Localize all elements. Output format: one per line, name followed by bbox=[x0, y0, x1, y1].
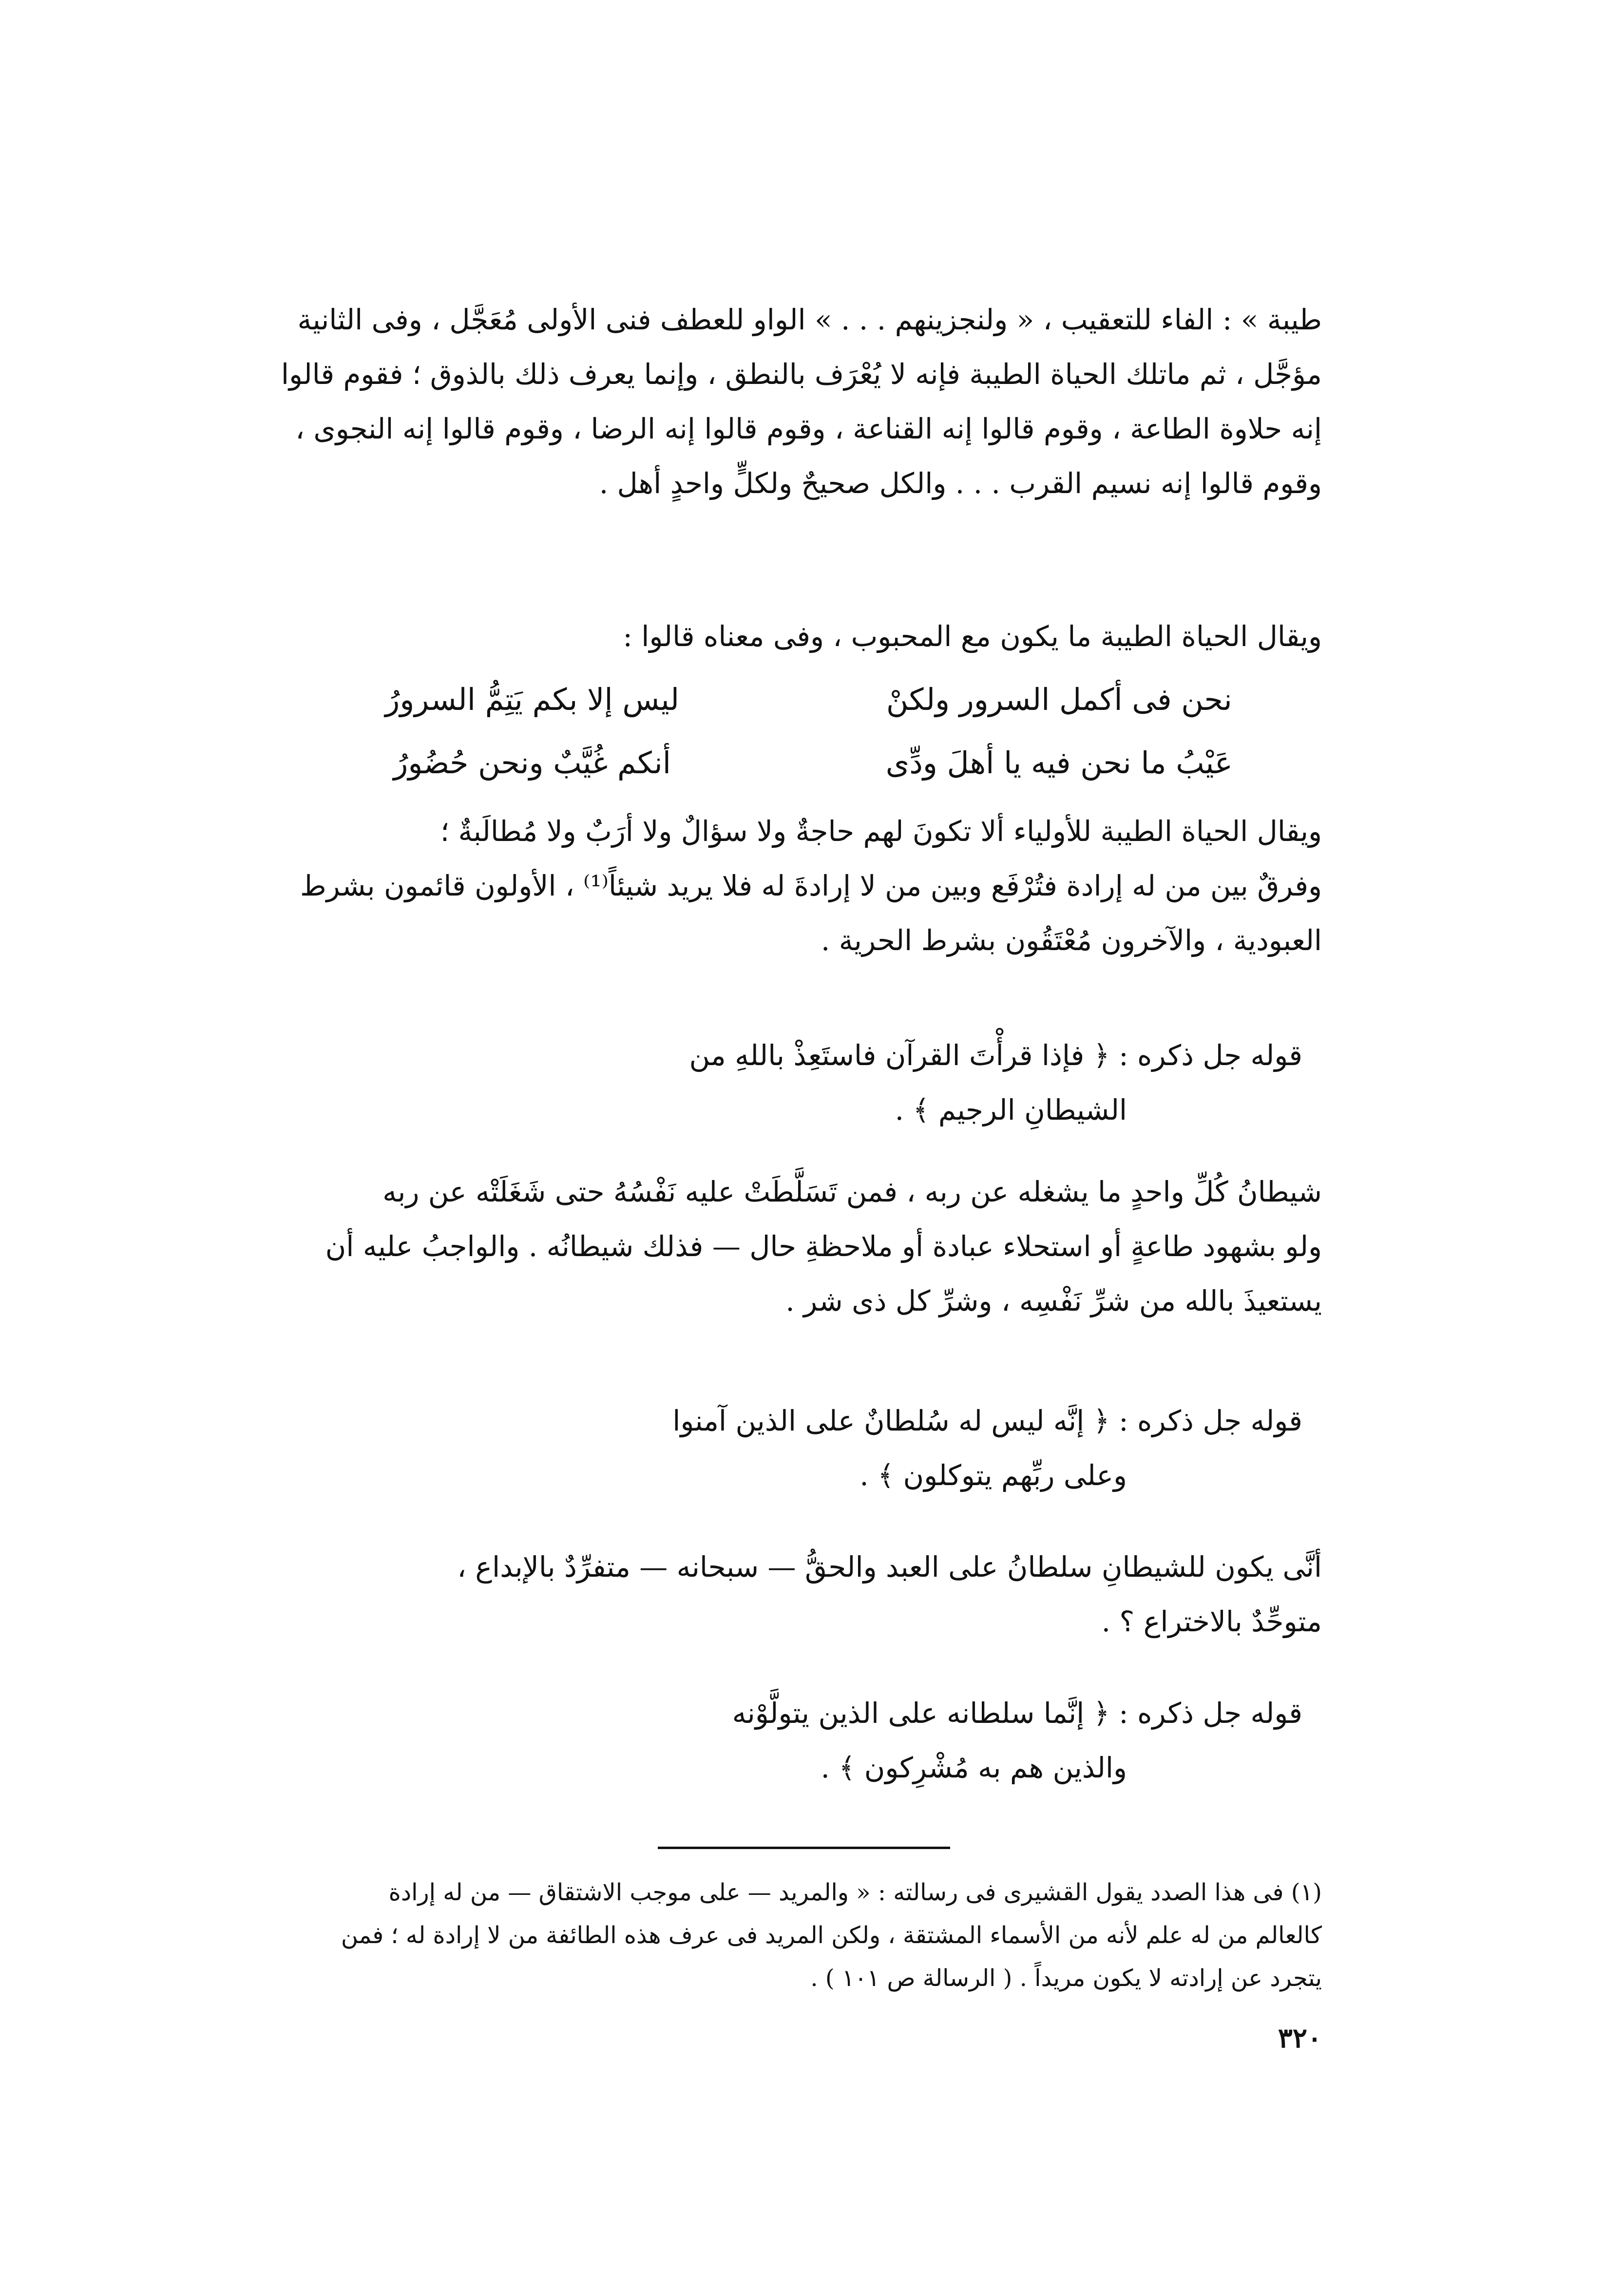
quote-line: وعلى ربِّهم يتوكلون ﴾ . bbox=[860, 1459, 1127, 1492]
quran-verse-quote bbox=[289, 1394, 1302, 1503]
poem-first-hemistich: عَيْبُ ما نحن فيه يا أهلَ ودِّى bbox=[885, 745, 1233, 781]
text-line: يستعيذَ بالله من شرِّ نَفْسِه ، وشرِّ كل ذى شر . bbox=[785, 1284, 1322, 1317]
paragraph-hayat-tayyiba-definitions bbox=[281, 292, 1322, 511]
text-line: مؤجَّل ، ثم ماتلك الحياة الطيبة فإنه لا يُعْرَف بالنطق ، وإنما يعرف ذلك بالذوق ؛ فقوم قالوا bbox=[281, 358, 1322, 391]
footnote-divider bbox=[658, 1847, 950, 1849]
poem-verse bbox=[289, 731, 1302, 794]
text-line: ولو بشهود طاعةٍ أو استحلاء عبادة أو ملاحظةِ حال — فذلك شيطانُه . والواجبُ عليه أن bbox=[325, 1230, 1322, 1263]
text-line: إنه حلاوة الطاعة ، وقوم قالوا إنه القناعة ، وقوم قالوا إنه الرضا ، وقوم قالوا إنه النجوى ، bbox=[295, 412, 1322, 445]
poem-first-hemistich: نحن فى أكمل السرور ولكنْ bbox=[886, 681, 1232, 717]
footnote-line: كالعالم من له علم لأنه من الأسماء المشتقة ، ولكن المريد فى عرف هذه الطائفة من لا إرادة له ؛ فمن bbox=[341, 1922, 1322, 1949]
text-line: شيطانُ كُلِّ واحدٍ ما يشغله عن ربه ، فمن تَسَلَّطَتْ عليه نَفْسُهُ حتى شَغَلَتْه عن ربه bbox=[382, 1175, 1322, 1208]
quran-verse-quote bbox=[289, 1028, 1302, 1137]
text-line: أنَّى يكون للشيطانِ سلطانُ على العبد والحقُّ — سبحانه — متفرِّدٌ بالإبداع ، bbox=[457, 1550, 1322, 1584]
text-line: ويقال الحياة الطيبة للأولياء ألا تكونَ لهم حاجةٌ ولا سؤالٌ ولا أرَبٌ ولا مُطالَبةٌ ؛ bbox=[440, 815, 1322, 848]
poem-verse bbox=[289, 668, 1302, 731]
page-number: ٣٢٠ bbox=[1278, 2022, 1322, 2054]
quran-verse-quote bbox=[289, 1686, 1302, 1795]
poem bbox=[289, 668, 1302, 794]
text-line: متوحِّدٌ بالاختراع ؟ . bbox=[1101, 1605, 1322, 1638]
text-line: ويقال الحياة الطيبة ما يكون مع المحبوب ، وفى معناه قالوا : bbox=[623, 620, 1322, 653]
quote-line: قوله جل ذكره : ﴿ إنَّما سلطانه على الذين يتولَّوْنه bbox=[732, 1697, 1302, 1730]
text-line: وقوم قالوا إنه نسيم القرب . . . والكل صحيحٌ ولكلٍّ واحدٍ أهل . bbox=[599, 467, 1322, 500]
poem-second-hemistich: ليس إلا بكم يَتِمُّ السرورُ bbox=[385, 681, 679, 717]
quote-line: الشيطانِ الرجيم ﴾ . bbox=[895, 1093, 1127, 1126]
poem-second-hemistich: أنكم غُيَّبٌ ونحن حُضُورُ bbox=[393, 745, 671, 781]
text-line: طيبة » : الفاء للتعقيب ، « ولنجزينهم . . . » الواو للعطف فنى الأولى مُعَجَّل ، وفى الثانية bbox=[297, 303, 1322, 336]
quote-line: قوله جل ذكره : ﴿ إنَّه ليس له سُلطانٌ على الذين آمنوا bbox=[672, 1404, 1302, 1437]
paragraph-poem-intro bbox=[289, 609, 1322, 664]
footnote-line: (١) فى هذا الصدد يقول القشيرى فى رسالته : « والمريد — على موجب الاشتقاق — من له إرادة bbox=[388, 1879, 1322, 1906]
footnote bbox=[289, 1871, 1322, 2000]
text-line: وفرقٌ بين من له إرادة فتُرْفَع وبين من لا إرادةَ له فلا يريد شيئاً⁽¹⁾ ، الأولون قائمون بشرط bbox=[300, 869, 1322, 902]
quote-line: والذين هم به مُشْرِكون ﴾ . bbox=[821, 1751, 1127, 1784]
footnote-line: يتجرد عن إرادته لا يكون مريداً . ( الرسالة ص ١٠١ ) . bbox=[810, 1965, 1322, 1992]
paragraph-shaytan bbox=[289, 1165, 1322, 1328]
paragraph-sultan bbox=[289, 1540, 1322, 1649]
text-line: العبودية ، والآخرون مُعْتَقُون بشرط الحرية . bbox=[821, 924, 1322, 957]
quote-line: قوله جل ذكره : ﴿ فإذا قرأْتَ القرآن فاستَعِذْ باللهِ من bbox=[689, 1039, 1302, 1072]
paragraph-awliya bbox=[289, 804, 1322, 968]
